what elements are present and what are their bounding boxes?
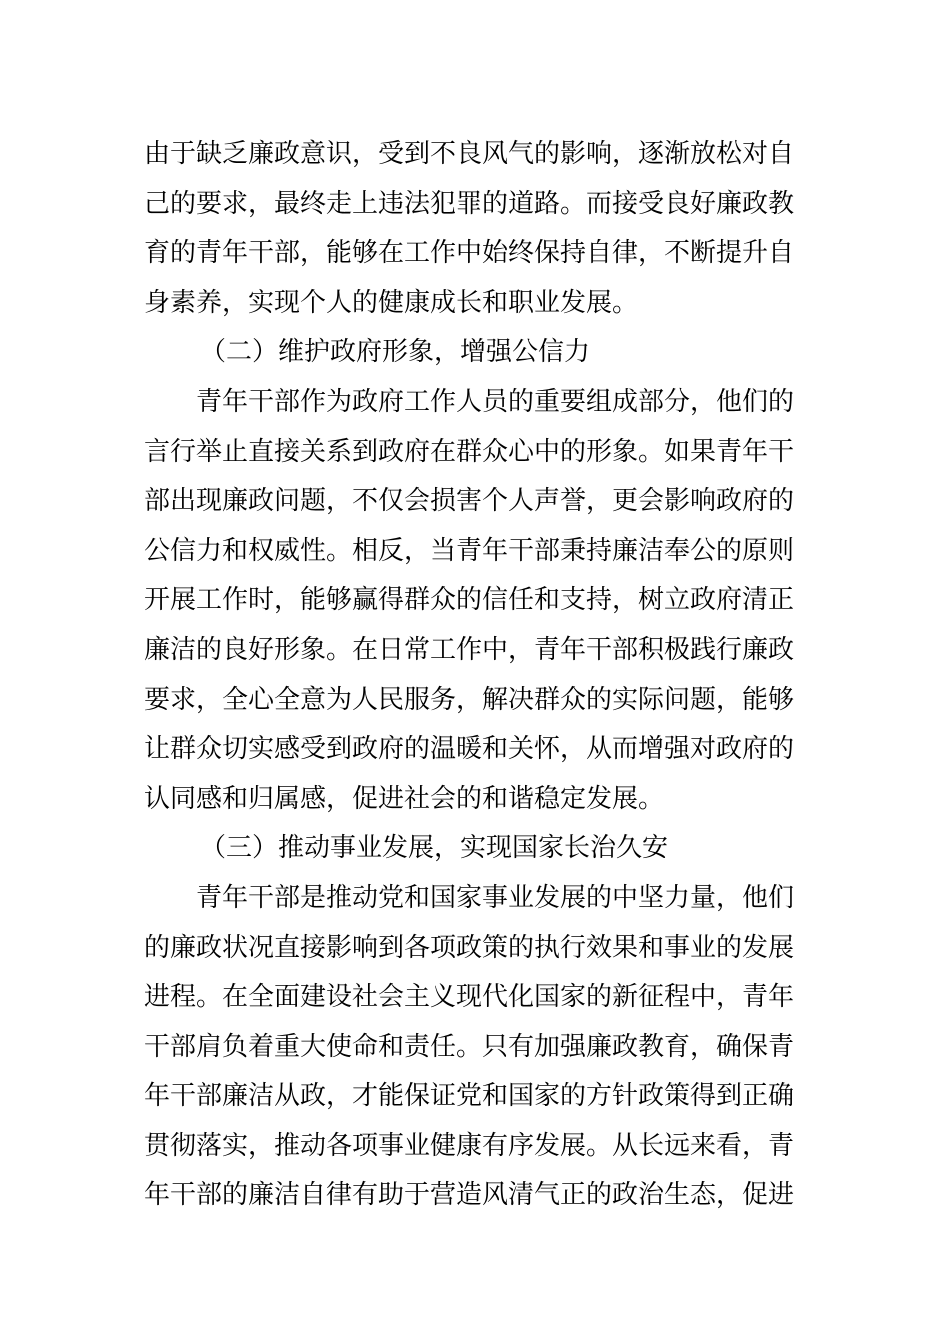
section-heading-3: （三）推动事业发展，实现国家长治久安 bbox=[200, 833, 669, 864]
section-heading-2: （二）维护政府形象，增强公信力 bbox=[200, 337, 591, 368]
paragraph-line: 要求，全心全意为人民服务，解决群众的实际问题，能够 bbox=[144, 684, 795, 715]
paragraph-line: 的廉政状况直接影响到各项政策的执行效果和事业的发展 bbox=[144, 932, 795, 963]
paragraph-line: 年干部廉洁从政，才能保证党和国家的方针政策得到正确 bbox=[144, 1081, 795, 1112]
paragraph-line: 认同感和归属感，促进社会的和谐稳定发展。 bbox=[144, 783, 665, 814]
paragraph-line: 言行举止直接关系到政府在群众心中的形象。如果青年干 bbox=[144, 436, 795, 467]
document-body bbox=[144, 130, 806, 1221]
paragraph-line: 进程。在全面建设社会主义现代化国家的新征程中，青年 bbox=[144, 982, 795, 1013]
paragraph-line: 由于缺乏廉政意识，受到不良风气的影响，逐渐放松对自 bbox=[144, 139, 795, 169]
paragraph-first-line: 青年干部是推动党和国家事业发展的中坚力量，他们 bbox=[196, 882, 795, 913]
paragraph-line: 干部肩负着重大使命和责任。只有加强廉政教育，确保青 bbox=[144, 1031, 795, 1062]
paragraph-line: 身素养，实现个人的健康成长和职业发展。 bbox=[144, 287, 639, 318]
paragraph-line: 育的青年干部，能够在工作中始终保持自律，不断提升自 bbox=[144, 238, 795, 269]
paragraph-first-line: 青年干部作为政府工作人员的重要组成部分，他们的 bbox=[196, 386, 795, 417]
paragraph-line: 部出现廉政问题，不仅会损害个人声誉，更会影响政府的 bbox=[144, 486, 795, 517]
paragraph-line: 让群众切实感受到政府的温暖和关怀，从而增强对政府的 bbox=[144, 734, 795, 765]
paragraph-line: 开展工作时，能够赢得群众的信任和支持，树立政府清正 bbox=[144, 585, 795, 616]
paragraph-line: 年干部的廉洁自律有助于营造风清气正的政治生态，促进 bbox=[144, 1180, 795, 1211]
paragraph-line: 公信力和权威性。相反，当青年干部秉持廉洁奉公的原则 bbox=[144, 535, 795, 566]
paragraph-line: 廉洁的良好形象。在日常工作中，青年干部积极践行廉政 bbox=[144, 634, 795, 665]
paragraph-line: 贯彻落实，推动各项事业健康有序发展。从长远来看，青 bbox=[144, 1130, 795, 1161]
paragraph-line: 己的要求，最终走上违法犯罪的道路。而接受良好廉政教 bbox=[144, 188, 795, 219]
